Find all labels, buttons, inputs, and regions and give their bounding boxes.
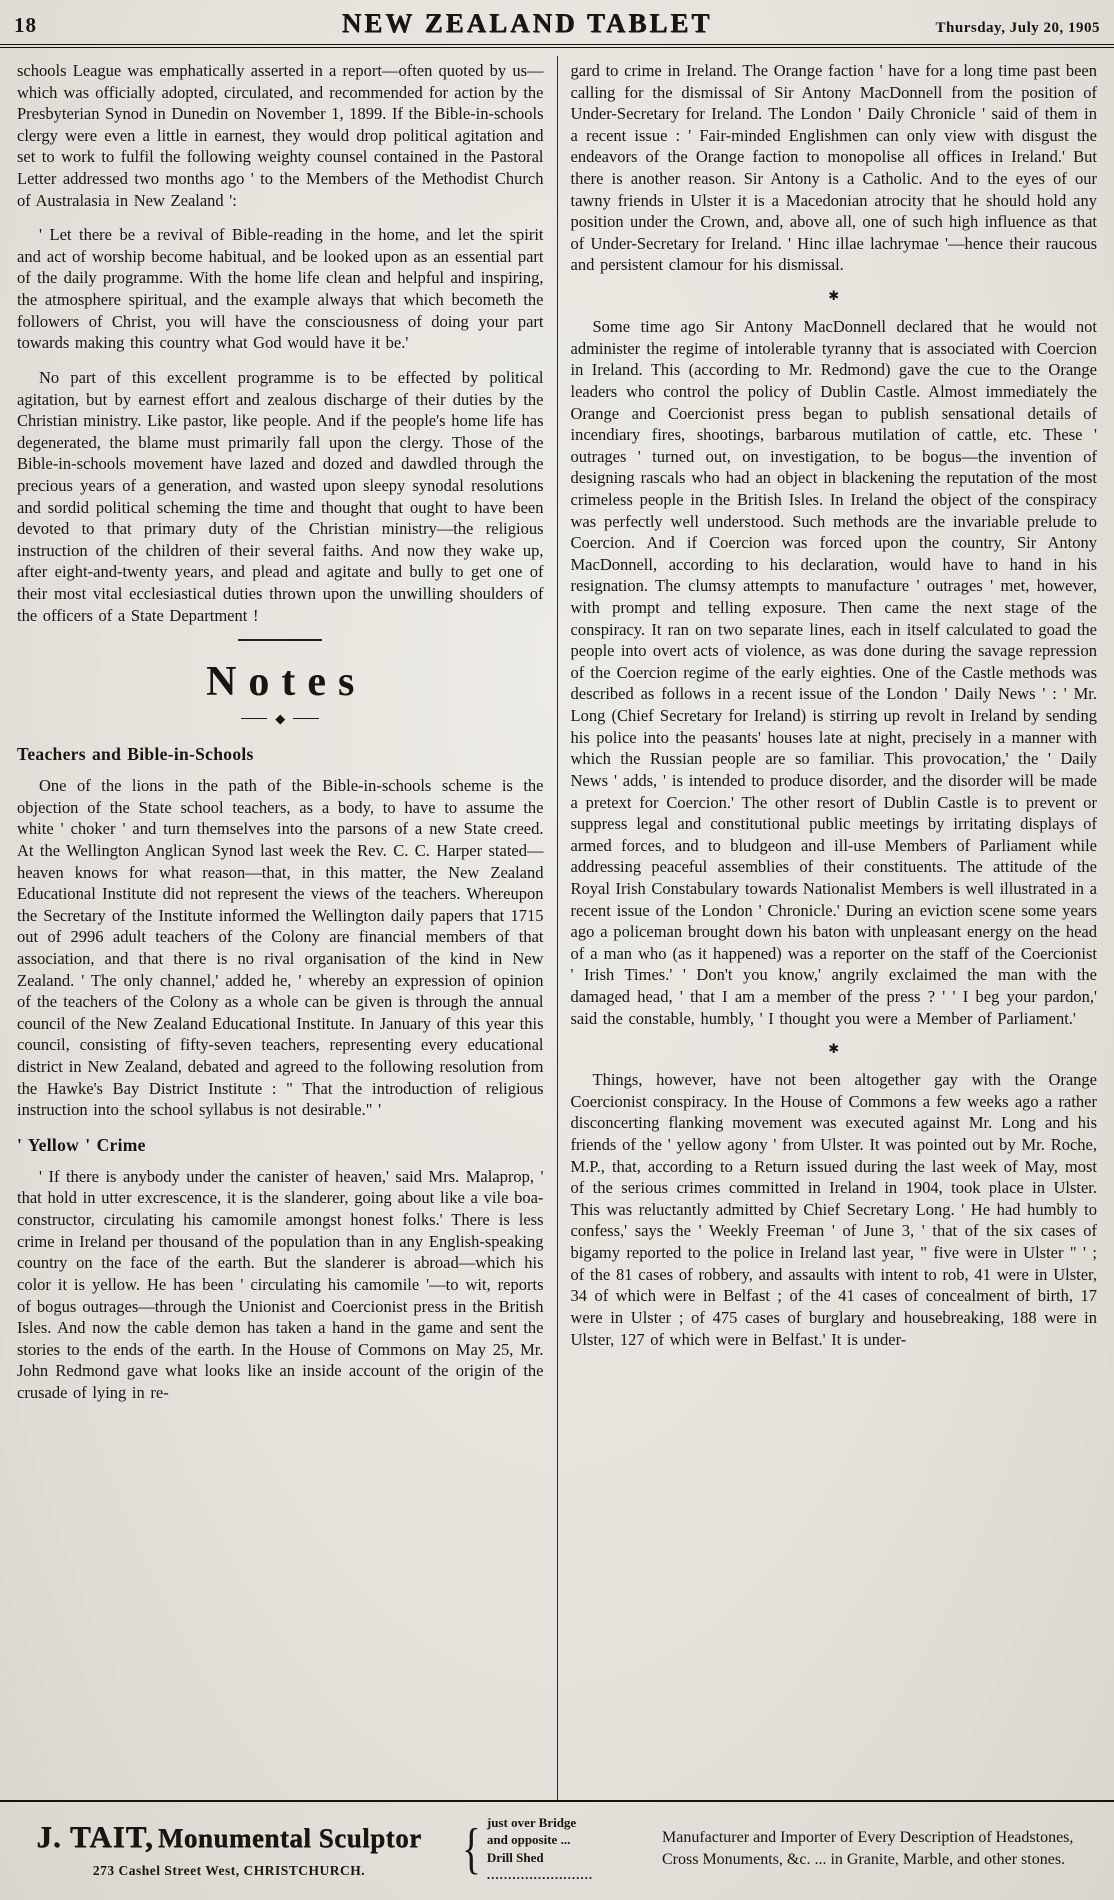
diamond-icon: ◆	[275, 711, 286, 727]
paragraph: schools League was emphatically asserted in a report—often quoted by us—which was officially adopted, circulated, and recommended for action by the Presbyterian Synod in Dunedin on November 1, 1899. If the Bible-in-schools clergy were even a little in earnest, they would drop political agitation and set to work to fulfil the following weighty counsel contained in the Pastoral Letter addressed two months ago ' to the Members of the Methodist Church of Australasia in New Zealand ':	[17, 61, 544, 210]
location-note-line: Drill Shed	[486, 1849, 544, 1865]
location-note-lines	[487, 1814, 593, 1884]
ornament-line	[293, 718, 319, 719]
brace-icon: {	[462, 1817, 481, 1880]
paragraph: Some time ago Sir Antony MacDonnell declared that he would not administer the regime of intolerable tyranny that is associated with Coercion in Ireland. This (according to Mr. Redmond) gave the cue to the Orange leaders who control the policy of Dublin Castle. Almost immediately the Orange and Coercionist press began to publish sensational details of incendiary fires, shootings, barbarous mutilation of cattle, etc. These ' outrages ' turned out, on investigation, to be bogus—the invention of designing rascals who had an object in blackening the reputation of the most crimeless people in the British Isles. In Ireland the object of the conspiracy was perfectly well understood. Such methods are the invariable prelude to Coercion. And if Coercion was forced upon the country, Sir Antony MacDonnell, according to his declaration, would have to hand in his resignation. The clumsy attempts to manufacture ' outrages ' met, however, with prompt and telling exposure. Then came the next stage of the conspiracy. It ran on two separate lines, each in itself calculated to goad the people into overt acts of violence, as was done during the savage repression of the Coercion regime of the early eighties. One of the Castle methods was described as follows in a recent issue of the London ' Daily News ' : ' Mr. Long (Chief Secretary for Ireland) is stirring up revolt in Ireland by sending his police into the peasants' houses late at night, precisely in a manner with which the Russian people are so familiar. This provocation,' the ' Daily News ' adds, ' is intended to produce disorder, and the disorder will be made a pretext for Coercion.' The other resort of Dublin Castle is to prevent or suppress legal and constitutional public meetings by irritating displays of armed forces, and to bludgeon and ill-use Members of Parliament while addressing peaceful assemblies of their constituents. The attitude of the Royal Irish Constabulary towards Nationalist Members is well illustrated in a recent issue of the London ' Chronicle.' During an eviction scene some years ago a policeman brought down his baton with unpleasant energy on the head of a man who (as it happened) was a reporter on the staff of the Coercionist ' Irish Times.' ' Don't you know,' angrily exclaimed the man with the damaged head, ' that I am a member of the press ? ' ' I beg your pardon,' said the constable, humbly, ' I thought you were a Member of Parliament.'	[570, 317, 1097, 1028]
asterisk-separator-icon: ✱	[828, 288, 840, 304]
notes-heading: Notes	[206, 659, 367, 706]
paragraph: gard to crime in Ireland. The Orange faction ' have for a long time past been calling for the dismissal of Sir Antony MacDonnell from the position of Under-Secretary for Ireland. The London ' Daily Chronicle ' said of them in a recent issue : ' Fair-minded Englishmen can only view with disgust the endeavors of the Orange faction to monopolise all offices in Ireland.' But there is another reason. Sir Antony is a Catholic. And to the eyes of our tawny friends in Ulster it is a Macedonian atrocity that he should hold any position under the Crown, and, above all, one of such high influence as that of Under-Secretary for Ireland. ' Hinc illae lachrymae '—hence their raucous and persistent clamour for his dismissal.	[570, 61, 1097, 275]
masthead	[0, 0, 1114, 48]
paragraph: ' Let there be a revival of Bible-reading in the home, and let the spirit and act of worship become habitual, and be looked upon as an essential part of the daily programme. With the home life clean and helpful and inspiring, the atmosphere spiritual, and the example always that which becometh the followers of Christ, you will have the consciousness of doing your part towards making this country what God would have it be.'	[17, 225, 544, 353]
notes-ornament	[17, 712, 544, 725]
paragraph: ' If there is anybody under the canister of heaven,' said Mrs. Malaprop, ' that hold in utter excrescence, it is the slanderer, going about like a vile boa-constructor, circulating his camomile amongst honest folks.' There is less crime in Ireland per thousand of the population than in any English-speaking country on the face of the earth. But the slanderer is abroad—which his color it is yellow. He has been ' circulating his camomile '—to wit, reports of bogus outrages—through the Unionist and Coercionist press in the British Isles. And now the cable demon has taken a hand in the game and sent the stories to the ends of the earth. In the House of Commons on May 25, Mr. John Redmond gave what looks like an inside account of the origin of the crusade of lying in re-	[17, 1166, 544, 1402]
footer-advertisement	[0, 1800, 1114, 1900]
section-end-rule	[238, 639, 322, 641]
issue-date: Thursday, July 20, 1905	[935, 20, 1100, 36]
advertiser-address: 273 Cashel Street West, CHRISTCHURCH.	[92, 1862, 366, 1878]
left-column	[4, 54, 557, 1800]
paragraph: Things, however, have not been altogether gay with the Orange Coercionist conspiracy. In the House of Commons a few weeks ago a rather disconcerting flanking movement was executed against Mr. Long and his friends of the ' yellow agony ' from Ulster. It was pointed out by Mr. Roche, M.P., that, according to a Return issued during the last week of May, most of the serious crimes committed in Ireland in 1904, took place in Ulster. This was reluctantly admitted by Chief Secretary Long. ' He had humbly to confess,' says the ' Weekly Freeman ' of June 3, ' that of the six cases of bigamy reported to the police in Ireland last year, " five were in Ulster " ' ; of the 81 cases of robbery, and assaults with intent to rob, 41 were in Ulster, 34 of which were in Belfast ; of the 41 cases of concealment of birth, 17 were in Ulster ; of 475 cases of burglary and housebreaking, 188 were in Ulster, 127 of which were in Belfast.' It is under-	[570, 1070, 1097, 1349]
ornament-line	[241, 718, 267, 719]
article-columns	[0, 48, 1114, 1800]
advertiser-name: J. TAIT,	[36, 1818, 154, 1854]
location-note-line: just over Bridge	[486, 1814, 577, 1830]
page-number: 18	[14, 13, 37, 37]
paragraph: No part of this excellent programme is to be effected by political agitation, but by earnest effort and zealous discharge of their duties by the Christian ministry. Like pastor, like people. And if the people's home life has degenerated, the blame must primarily fall upon the clergy. Those of the Bible-in-schools movement have lazed and dozed and dawdled through the precious years of a generation, and wasted upon sleepy synodal resolutions and sordid political scheming the time and thought that ought to have been devoted to that primary duty of the Christian ministry—the religious instruction of the children of their several faiths. And now they wake up, after eight-and-twenty years, and plead and agitate and bully to get one of their most vital ecclesiastical duties thrown upon the unwilling shoulders of the officers of a State Department !	[17, 367, 544, 625]
page-title: NEW ZEALAND TABLET	[341, 8, 713, 38]
location-note-line: and opposite ...	[486, 1832, 571, 1848]
advertiser-block	[14, 1819, 444, 1879]
right-column	[558, 54, 1111, 1800]
asterisk-separator-icon: ✱	[828, 1041, 840, 1057]
section-heading-teachers-bible-in-schools: Teachers and Bible-in-Schools	[17, 744, 254, 765]
dotted-leader: .........................	[486, 1867, 594, 1883]
paragraph: One of the lions in the path of the Bible-in-schools scheme is the objection of the State school teachers, as a body, to have to assume the white ' choker ' and turn themselves into the parsons of a new State creed. At the Wellington Anglican Synod last week the Rev. C. C. Harper stated—heaven knows for what reason—that, in this matter, the New Zealand Educational Institute did not represent the views of the teachers. Whereupon the Secretary of the Institute informed the Wellington daily papers that 1715 out of 2996 adult teachers of the Colony are financial members of that association, and that there is no rival organisation of the kind in New Zealand. ' The only channel,' added he, ' whereby an expression of opinion of the teachers of the Colony as a whole can be given is through the annual council of the New Zealand Educational Institute. In January of this year this council, consisting of fifty-seven teachers, representing every educational district in New Zealand, debated and agreed to the following resolution from the Hawke's Bay District Institute : " That the introduction of religious instruction into the school syllabus is not desirable." '	[17, 776, 544, 1120]
ad-location-note	[458, 1814, 648, 1884]
advertiser-role: Monumental Sculptor	[157, 1822, 422, 1853]
advertiser-name-line	[14, 1819, 444, 1855]
section-heading-yellow-crime: ' Yellow ' Crime	[17, 1134, 146, 1155]
ad-description: Manufacturer and Importer of Every Description of Headstones, Cross Monuments, &c. ... in Granite, Marble, and other stones.	[662, 1829, 1074, 1868]
